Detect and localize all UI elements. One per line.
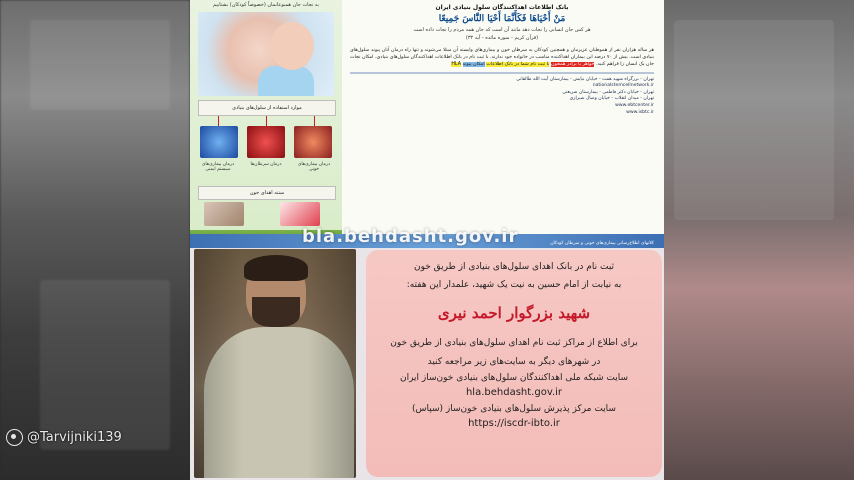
highlight-blue: امکان پیوند [462,62,485,68]
child-head [270,22,314,70]
contact-line: تهران - بزرگراه شهید همت - خیابان نیایش - بیمارستان آیت الله طالقانی [516,76,654,82]
contact-line: تهران - خیابان دکتر فاطمی - بیمارستان شریعتی [562,89,654,95]
poster-verse-ref: (قرآن کریم - سوره مائده - آیه ۳۲) [465,35,539,41]
poster-body-text: هر ساله هزاران نفر از هموطنان عزیزمان و همچنین کودکان به سرطان خون و بیماری‌های وابسته آن مبتلا می‌شوند و تنها راه درمان آنان پیوند سلول‌های بنیادی است. بیش از ۷۰ درصد این بیماران اهداکننده مناسب در خانواده خود ندارند. با ثبت نام در بانک اطلاعات اهداکنندگان سلول‌های بنیادی، امکان نجات جان یک انسان را فراهم کنید. [350,48,654,68]
divider [350,72,654,74]
cells-heading: موارد استفاده از سلول‌های بنیادی [198,100,336,116]
highlight-yellow: با ثبت نام شما در بانک اطلاعات [486,62,550,68]
contact-line: nationalstemcellnetwork.ir [592,83,654,89]
info-text-2: در شهرهای دیگر به سایت‌های زیر مراجعه کنید [427,357,601,367]
blurred-background-right [664,0,854,480]
blurred-block [674,20,834,220]
channel-watermark [6,429,122,446]
child-photo [198,12,334,96]
info-card [366,250,662,477]
blurred-background-left [0,0,190,480]
poster-verse-translation: هر کس جان انسانی را نجات دهد مانند آن است که جان همه مردم را نجات داده است [413,27,591,33]
info-text-1: برای اطلاع از مراکز ثبت نام اهدای سلول‌های بنیادی از طریق خون [390,338,638,348]
camera-icon [6,429,23,446]
contacts-list [350,77,654,117]
cell-label: درمان بیماری‌های سیستم ایمنی [201,162,235,172]
link-iscdr[interactable]: https://iscdr-ibto.ir [468,418,560,429]
cells-diagram [198,116,334,178]
info-text-4: سایت مرکز پذیرش سلول‌های بنیادی خون‌ساز (سپاس) [412,404,616,414]
arrow-icon [218,116,219,126]
footer-banner-text: کلانهای اطلاع‌رسانی بیماری‌های خونی و سرطان کودکان [550,241,654,246]
poster-left-panel [190,0,342,248]
poster-body [350,47,654,69]
child-shirt [258,66,314,96]
arrow-icon [314,116,315,126]
donation-photo [204,202,244,226]
martyr-name: شهید بزرگوار احمد نیری [437,304,591,322]
cell-image-orange [294,126,332,158]
cell-label: درمان بیماری‌های خونی [297,162,331,172]
url-overlay: bla.behdasht.gov.ir [302,226,519,247]
stem-cell-poster [190,0,664,248]
info-line-1: ثبت نام در بانک اهدای سلول‌های بنیادی از طریق خون [413,262,615,272]
martyr-section [190,248,664,480]
poster-text-panel [344,0,660,248]
channel-handle: @Tarvijniki139 [27,430,122,445]
martyr-photo [194,249,356,478]
hla-label: HLA [451,62,461,68]
donation-heading: ستنه اهدای خون [198,186,336,200]
blurred-block [30,20,170,110]
poster-verse: مَنْ أَحْيَاهَا فَكَأَنَّمَا أَحْيَا النَّاسَ جَمِيعًا [438,14,566,24]
contact-line: www.ebtcenter.ir [615,102,654,108]
highlight-red: خواهر یا برادر همخون [550,62,595,68]
contact-line: www.isbtc.ir [626,109,654,115]
arrow-icon [266,116,267,126]
info-text-3: سایت شبکه ملی اهداکنندگان سلول‌های بنیادی خون‌ساز ایران [399,373,629,383]
link-hla[interactable]: hla.behdasht.gov.ir [465,387,563,398]
cell-image-red [247,126,285,158]
blurred-block [40,280,170,450]
cell-label: درمان سرطان‌ها [250,162,282,167]
poster-org-title: بانک اطلاعات اهداکنندگان سلول بنیادی ایران [435,4,569,11]
cell-image-blue [200,126,238,158]
heart-donation-image [280,202,320,226]
photo-shadow [194,249,356,478]
contact-line: تهران - میدان انقلاب - خیابان وصال شیرازی [569,96,654,102]
info-line-2: به نیابت از امام حسین به نیت یک شهید، علمدار این هفته: [406,280,622,290]
poster-left-caption: به نجات جان همنوعانمان (خصوصاً کودکان) بشتابیم [213,2,319,8]
